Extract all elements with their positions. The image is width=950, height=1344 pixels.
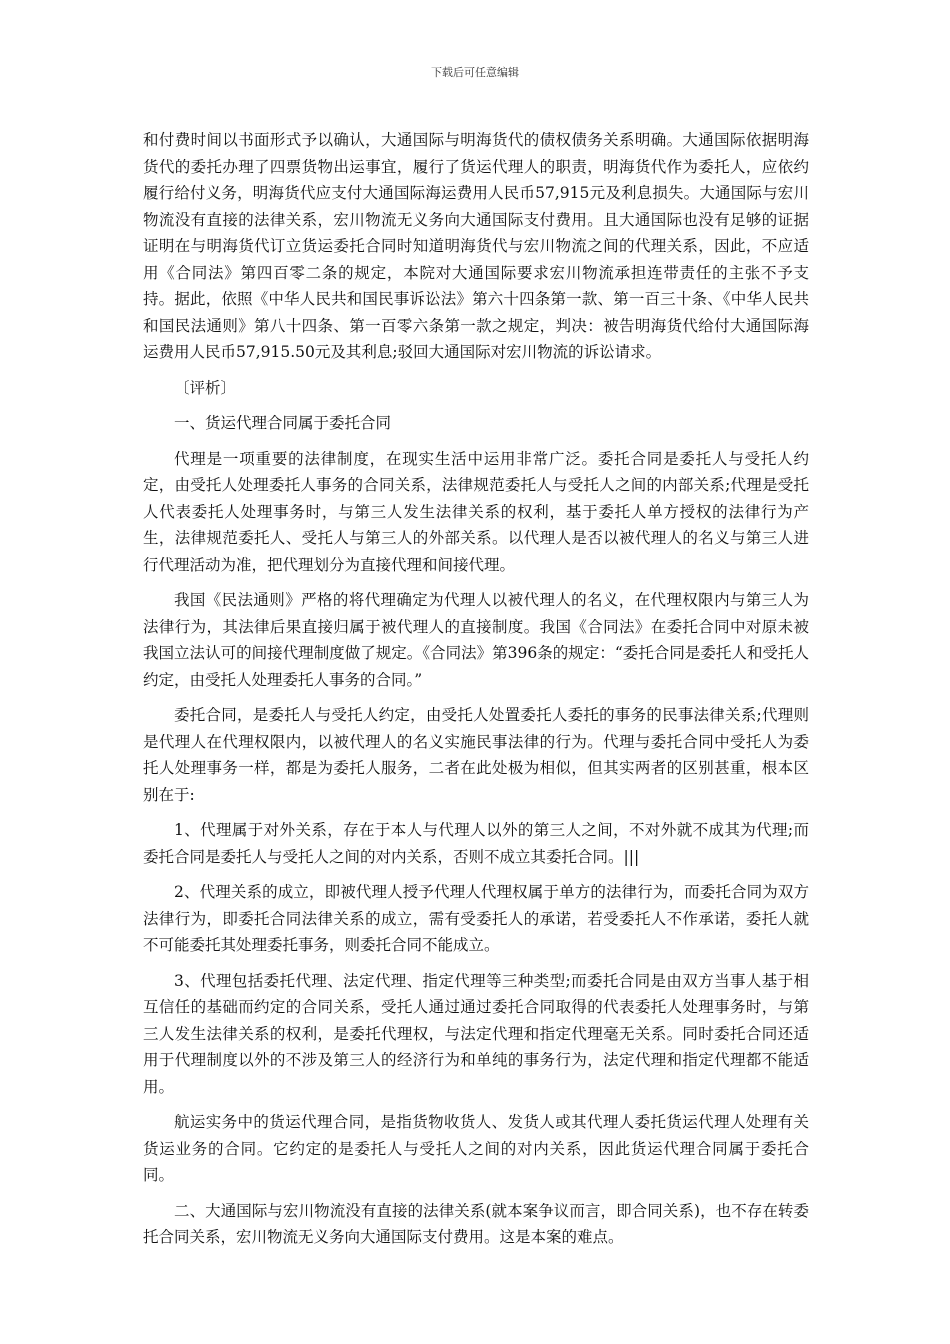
paragraph-shipping-practice: 航运实务中的货运代理合同，是指货物收货人、发货人或其代理人委托货运代理人处理有关货运业务的合同。它约定的是委托人与受托人之间的对内关系，因此货运代理合同属于委托合同。 xyxy=(143,1113,809,1184)
heading-section-one: 一、货运代理合同属于委托合同 xyxy=(174,414,392,432)
paragraph-civil-law: 我国《民法通则》严格的将代理确定为代理人以被代理人的名义，在代理权限内与第三人为法律行为，其法律后果直接归属于被代理人的直接制度。我国《合同法》在委托合同中对原未被我国立法认可的间接代理制度做了规定。《合同法》第396条的规定：“委托合同是委托人和受托人约定，由受托人处理委托人事务的合同。” xyxy=(143,591,809,689)
page-header: 下载后可任意编辑 xyxy=(431,66,519,79)
list-item-difference-3: 3、代理包括委托代理、法定代理、指定代理等三种类型;而委托合同是由双方当事人基于相互信任的基础而约定的合同关系，受托人通过通过委托合同取得的代表委托人处理事务时，与第三人发生法律关系的权利，是委托代理权，与法定代理和指定代理毫无关系。同时委托合同还适用于代理制度以外的不涉及第三人的经济行为和单纯的事务行为，法定代理和指定代理都不能适用。 xyxy=(143,971,809,1096)
section-label-commentary: 〔评析〕 xyxy=(174,378,237,397)
paragraph-judgment: 和付费时间以书面形式予以确认，大通国际与明海货代的债权债务关系明确。大通国际依据明海货代的委托办理了四票货物出运事宜，履行了货运代理人的职责，明海货代作为委托人，应依约履行给付义务，明海货代应支付大通国际海运费用人民币57,915元及利息损失。大通国际与宏川物流没有直接的法律关系，宏川物流无义务向大通国际支付费用。且大通国际也没有足够的证据证明在与明海货代订立货运委托合同时知道明海货代与宏川物流之间的代理关系，因此，不应适用《合同法》第四百零二条的规定，本院对大通国际要求宏川物流承担连带责任的主张不予支持。据此，依照《中华人民共和国民事诉讼法》第六十四条第一款、第一百三十条、《中华人民共和国民法通则》第八十四条、第一百零六条第一款之规定，判决：被告明海货代给付大通国际海运费用人民币57,915.50元及其利息;驳回大通国际对宏川物流的诉讼请求。 xyxy=(143,131,809,361)
paragraph-entrustment-definition: 委托合同，是委托人与受托人约定，由受托人处置委托人委托的事务的民事法律关系;代理则是代理人在代理权限内，以被代理人的名义实施民事法律的行为。代理与委托合同中受托人为委托人处理事务一样，都是为委托人服务，二者在此处极为相似，但其实两者的区别甚重，根本区别在于: xyxy=(143,706,809,804)
list-item-difference-2: 2、代理关系的成立，即被代理人授予代理人代理权属于单方的法律行为，而委托合同为双方法律行为，即委托合同法律关系的成立，需有受委托人的承诺，若受委托人不作承诺，委托人就不可能委托其处理委托事务，则委托合同不能成立。 xyxy=(143,883,809,954)
heading-section-two: 二、大通国际与宏川物流没有直接的法律关系(就本案争议而言，即合同关系)，也不存在转委托合同关系，宏川物流无义务向大通国际支付费用。这是本案的难点。 xyxy=(143,1201,809,1246)
list-item-difference-1: 1、代理属于对外关系，存在于本人与代理人以外的第三人之间，不对外就不成其为代理;而委托合同是委托人与受托人之间的对内关系，否则不成立其委托合同。||| xyxy=(143,821,809,866)
paragraph-agency-intro: 代理是一项重要的法律制度，在现实生活中运用非常广泛。委托合同是委托人与受托人约定，由受托人处理委托人事务的合同关系，法律规范委托人与受托人之间的内部关系;代理是受托人代表委托人处理事务时，与第三人发生法律关系的权利，基于委托人单方授权的法律行为产生，法律规范委托人、受托人与第三人的外部关系。以代理人是否以被代理人的名义与第三人进行代理活动为准，把代理划分为直接代理和间接代理。 xyxy=(143,449,809,574)
document-body xyxy=(143,127,809,1251)
